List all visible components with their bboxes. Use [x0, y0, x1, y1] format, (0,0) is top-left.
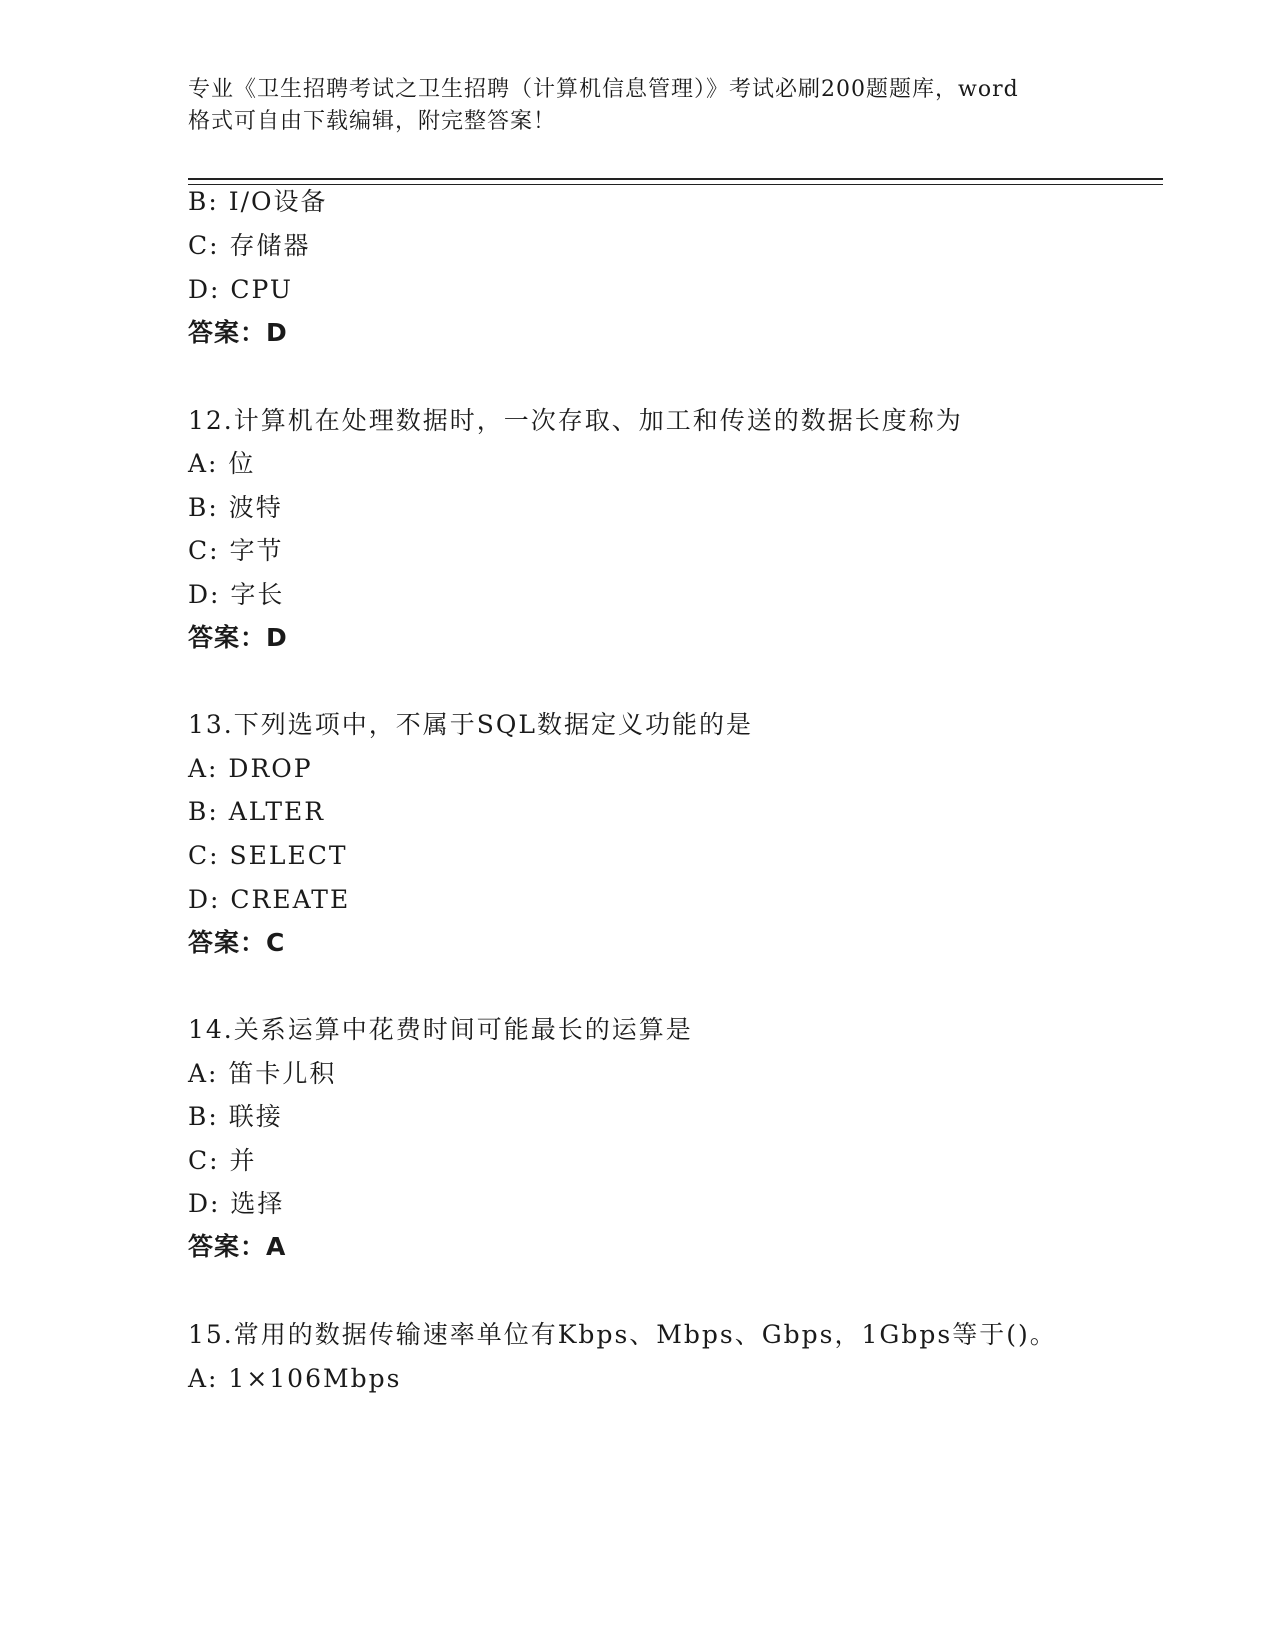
q12-option-a: A: 位	[188, 449, 256, 478]
q15-option-a: A: 1×106Mbps	[188, 1364, 402, 1393]
header-divider-thick	[188, 178, 1163, 180]
q13-option-c: C: SELECT	[188, 841, 348, 870]
document-header	[188, 74, 1108, 138]
q13-option-d: D: CREATE	[188, 885, 351, 914]
q13-answer: 答案：C	[188, 928, 286, 957]
q13-option-b: B: ALTER	[188, 797, 326, 826]
header-title-line-1: 专业《卫生招聘考试之卫生招聘（计算机信息管理）》考试必刷200题题库，word	[188, 77, 1019, 102]
q11-option-d: D: CPU	[188, 275, 293, 304]
q11-option-b: B: I/O设备	[188, 187, 328, 216]
q12-option-d: D: 字长	[188, 580, 285, 609]
q12-option-c: C: 字节	[188, 536, 284, 565]
q14-option-d: D: 选择	[188, 1189, 285, 1218]
q11-option-c: C: 存储器	[188, 231, 311, 260]
q12-question: 12.计算机在处理数据时，一次存取、加工和传送的数据长度称为	[188, 406, 963, 435]
q11-answer: 答案：D	[188, 318, 288, 347]
q14-answer: 答案：A	[188, 1232, 287, 1261]
q14-question: 14.关系运算中花费时间可能最长的运算是	[188, 1015, 693, 1044]
header-title-line-2: 格式可自由下载编辑，附完整答案！	[188, 109, 557, 134]
q13-option-a: A: DROP	[188, 754, 313, 783]
q15-question: 15.常用的数据传输速率单位有Kbps、Mbps、Gbps，1Gbps等于()。	[188, 1320, 1057, 1349]
q12-answer: 答案：D	[188, 623, 288, 652]
q14-option-b: B: 联接	[188, 1102, 283, 1131]
q12-option-b: B: 波特	[188, 493, 283, 522]
q14-option-a: A: 笛卡儿积	[188, 1059, 337, 1088]
q14-option-c: C: 并	[188, 1146, 257, 1175]
q13-question: 13.下列选项中，不属于SQL数据定义功能的是	[188, 710, 753, 739]
header-divider-thin	[188, 184, 1163, 185]
